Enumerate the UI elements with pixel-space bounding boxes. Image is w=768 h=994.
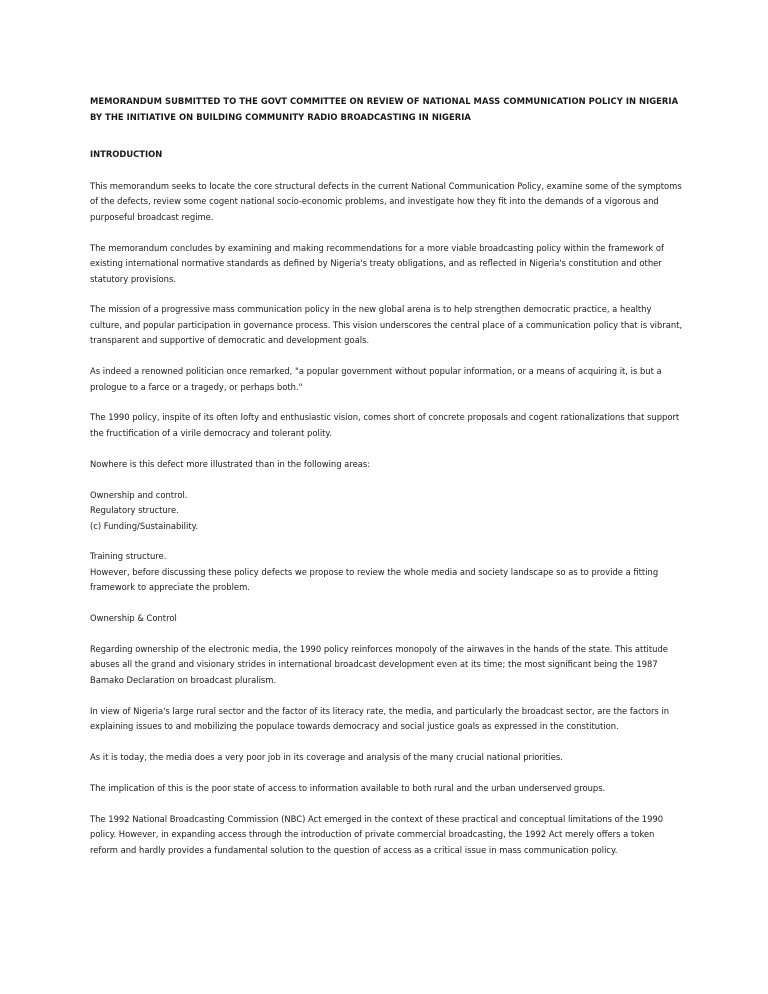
intro-paragraph-1: This memorandum seeks to locate the core structural defects in the current National Communication Policy, examine some of the symptoms of the defects, review some cogent national socio-economic problems, and investigate how they fit into the demands of a vigorous and purposeful broadcast regime. (90, 181, 682, 222)
document-title: MEMORANDUM SUBMITTED TO THE GOVT COMMITTEE ON REVIEW OF NATIONAL MASS COMMUNICATION POLICY IN NIGERIA BY THE INITIATIVE ON BUILDING COMMUNITY RADIO BROADCASTING IN NIGERIA (90, 96, 679, 122)
list-item: Regulatory structure. (90, 505, 179, 516)
ownership-paragraph-4: The implication of this is the poor state of access to information available to both rural and the urban underserved groups. (90, 782, 606, 793)
training-paragraph: However, before discussing these policy defects we propose to review the whole media and society landscape so as to provide a fitting framework to appreciate the problem. (90, 566, 659, 593)
training-structure-line: Training structure. (90, 551, 167, 562)
list-item: Ownership and control. (90, 489, 188, 500)
document-page (90, 94, 684, 874)
ownership-paragraph-5: The 1992 National Broadcasting Commission (NBC) Act emerged in the context of these practical and conceptual limitations of the 1990 policy. However, in expanding access through the introduction of private commercial broadcasting, the 1992 Act merely offers a token reform and hardly provides a fundamental solution to the question of access as a critical issue in mass communication policy. (90, 813, 664, 855)
intro-paragraph-3: The mission of a progressive mass communication policy in the new global arena is to help strengthen democratic practice, a healthy culture, and popular participation in governance process. This vision underscores the central place of a communication policy that is vibrant, transparent and supportive of democratic and development goals. (90, 304, 683, 346)
introduction-heading: INTRODUCTION (90, 149, 163, 159)
training-block (90, 549, 684, 595)
ownership-paragraph-1: Regarding ownership of the electronic media, the 1990 policy reinforces monopoly of the airwaves in the hands of the state. This attitude abuses all the grand and visionary strides in international broadcast development even at its time; the most significant being the 1987 Bamako Declaration on broadcast pluralism. (90, 644, 668, 685)
list-item: (c) Funding/Sustainability. (90, 520, 199, 531)
ownership-paragraph-3: As it is today, the media does a very poor job in its coverage and analysis of the many crucial national priorities. (90, 752, 563, 763)
intro-paragraph-2: The memorandum concludes by examining and making recommendations for a more viable broadcasting policy within the framework of existing international normative standards as defined by Nigeria's treaty obligations, and as reflected in Nigeria's constitution and other statutory provisions. (90, 242, 664, 284)
defect-area-list (90, 488, 684, 534)
ownership-paragraph-2: In view of Nigeria's large rural sector and the factor of its literacy rate, the media, and particularly the broadcast sector, are the factors in explaining issues to and mobilizing the populace towards democracy and social justice goals as expressed in the constitution. (90, 705, 670, 732)
ownership-heading: Ownership & Control (90, 613, 177, 624)
intro-paragraph-6: Nowhere is this defect more illustrated than in the following areas: (90, 458, 371, 469)
intro-paragraph-4: As indeed a renowned politician once remarked, "a popular government without popular information, or a means of acquiring it, is but a prologue to a farce or a tragedy, or perhaps both." (90, 366, 662, 392)
intro-paragraph-5: The 1990 policy, inspite of its often lofty and enthusiastic vision, comes short of concrete proposals and cogent rationalizations that support the fructification of a virile democracy and tolerant polity. (90, 412, 680, 438)
